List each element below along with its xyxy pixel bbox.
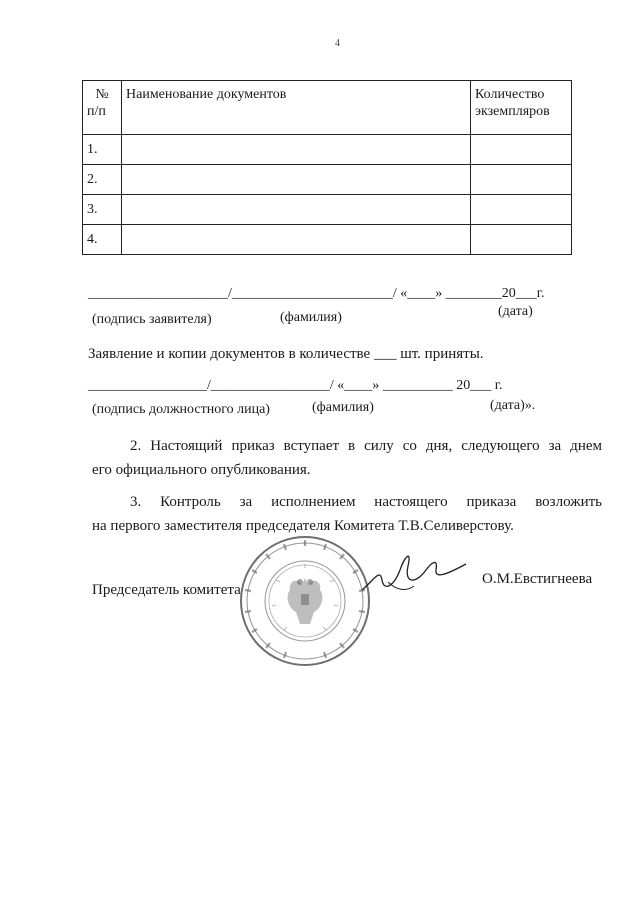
row-number: 2. <box>83 165 122 195</box>
row-document-name <box>122 225 471 255</box>
table-header-row <box>83 81 572 135</box>
applicant-name-caption: (фамилия) <box>280 310 342 325</box>
chairman-name: О.М.Евстигнеева <box>482 571 593 587</box>
header-copies-count: Количество экземпляров <box>471 81 572 135</box>
paragraph-effective-date: 2. Настоящий приказ вступает в силу со дня, следующего за днем его официального опубликования. <box>92 438 602 478</box>
row-copies-count <box>471 165 572 195</box>
official-signature-caption: (подпись должностного лица) <box>92 402 270 417</box>
row-copies-count <box>471 195 572 225</box>
applicant-signature-caption: (подпись заявителя) <box>92 312 212 327</box>
row-number: 4. <box>83 225 122 255</box>
table-row <box>83 135 572 165</box>
documents-accepted-text: Заявление и копии документов в количестве ___ шт. приняты. <box>88 346 484 362</box>
row-copies-count <box>471 225 572 255</box>
row-document-name <box>122 135 471 165</box>
header-document-name: Наименование документов <box>122 81 471 135</box>
official-date-caption: (дата)». <box>490 398 536 413</box>
row-copies-count <box>471 135 572 165</box>
row-number: 1. <box>83 135 122 165</box>
page-number: 4 <box>335 38 340 49</box>
table-row <box>83 195 572 225</box>
chairman-title: Председатель комитета <box>92 582 241 598</box>
applicant-date-caption: (дата) <box>498 304 533 319</box>
row-number: 3. <box>83 195 122 225</box>
official-signature-line: _________________/_________________/ «____» __________ 20___ г. <box>88 378 503 393</box>
table-row <box>83 225 572 255</box>
row-document-name <box>122 195 471 225</box>
official-name-caption: (фамилия) <box>312 400 374 415</box>
documents-table <box>82 80 572 255</box>
paragraph-control: 3. Контроль за исполнением настоящего приказа возложить на первого заместителя председателя Комитета Т.В.Селиверстову. <box>92 494 602 534</box>
applicant-signature-line: ____________________/_______________________/ «____» ________20___г. <box>88 286 545 301</box>
table-row <box>83 165 572 195</box>
signature <box>352 540 470 610</box>
header-number: № п/п <box>83 81 122 135</box>
row-document-name <box>122 165 471 195</box>
